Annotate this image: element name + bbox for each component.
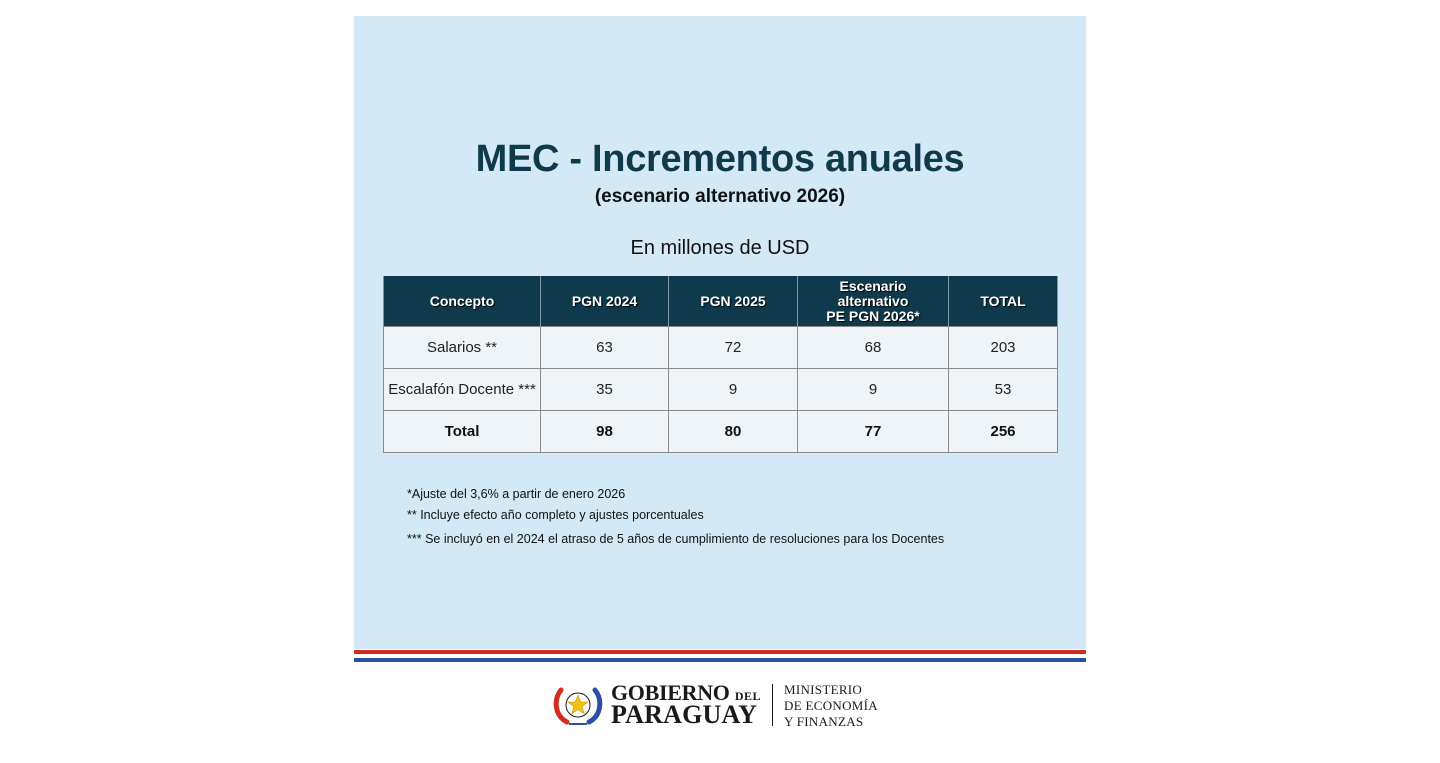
cell-escenario: 77 xyxy=(798,411,949,453)
ministry-line-3: Y FINANZAS xyxy=(784,714,864,729)
cell-total: 256 xyxy=(949,411,1058,453)
header-escenario-line3: PE PGN 2026* xyxy=(826,307,920,324)
table-header-row xyxy=(384,276,1058,327)
header-escenario-line1: Escenario xyxy=(839,277,907,294)
cell-pgn-2024: 98 xyxy=(541,411,669,453)
gov-word-del: DEL xyxy=(734,689,762,703)
ministry-line-2: DE ECONOMÍA xyxy=(784,698,878,713)
cell-pgn-2024: 63 xyxy=(541,327,669,369)
cell-escenario: 9 xyxy=(798,369,949,411)
header-pgn-2024: PGN 2024 xyxy=(541,276,669,327)
page-subtitle: (escenario alternativo 2026) xyxy=(594,186,846,207)
cell-pgn-2025: 72 xyxy=(669,327,798,369)
units-label: En millones de USD xyxy=(630,237,810,259)
header-escenario-line2: alternativo xyxy=(837,292,909,309)
table-row-escalafon xyxy=(384,369,1058,411)
header-pgn-2025: PGN 2025 xyxy=(669,276,798,327)
table-row-salarios xyxy=(384,327,1058,369)
footnote-2: ** Incluye efecto año completo y ajustes porcentuales xyxy=(407,508,704,522)
paraguay-seal-icon xyxy=(553,682,603,728)
logo-divider xyxy=(772,684,773,726)
footnote-1: *Ajuste del 3,6% a partir de enero 2026 xyxy=(407,487,626,501)
page-title: MEC - Incrementos anuales xyxy=(475,138,965,180)
gov-line-2: PARAGUAY xyxy=(611,700,758,729)
government-logo xyxy=(553,680,893,730)
infographic-card xyxy=(354,16,1086,649)
increments-table xyxy=(383,276,1058,453)
flag-stripe-blue xyxy=(354,658,1086,662)
cell-total: 53 xyxy=(949,369,1058,411)
gov-word-gobierno: GOBIERNO xyxy=(611,680,730,705)
cell-concepto: Total xyxy=(384,411,541,453)
cell-total: 203 xyxy=(949,327,1058,369)
flag-stripe-white xyxy=(354,654,1086,657)
ministry-line-1: MINISTERIO xyxy=(784,682,863,697)
cell-concepto: Escalafón Docente *** xyxy=(384,369,541,411)
cell-escenario: 68 xyxy=(798,327,949,369)
cell-pgn-2024: 35 xyxy=(541,369,669,411)
cell-pgn-2025: 80 xyxy=(669,411,798,453)
cell-pgn-2025: 9 xyxy=(669,369,798,411)
footnote-3: *** Se incluyó en el 2024 el atraso de 5 años de cumplimiento de resoluciones para los Docentes xyxy=(407,532,945,546)
header-concepto: Concepto xyxy=(384,276,541,327)
header-total: TOTAL xyxy=(949,276,1058,327)
cell-concepto: Salarios ** xyxy=(384,327,541,369)
header-escenario xyxy=(798,276,949,327)
table-row-total xyxy=(384,411,1058,453)
